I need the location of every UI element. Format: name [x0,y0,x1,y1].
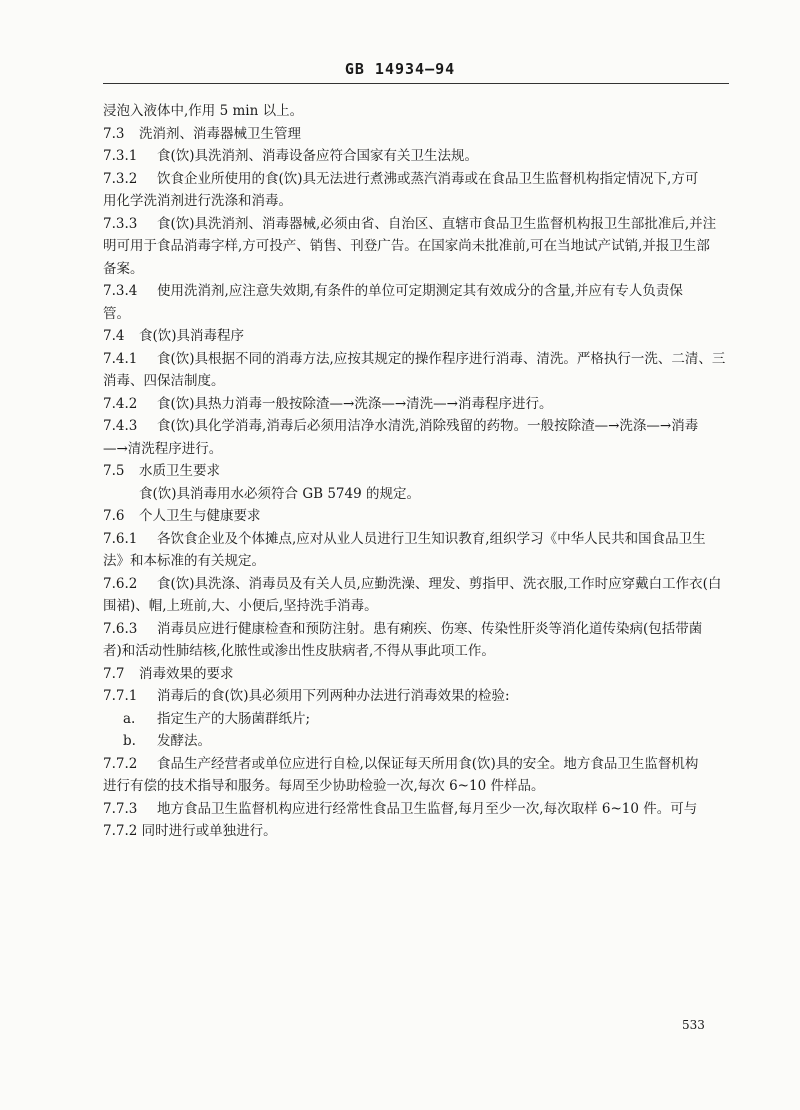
text-line [103,595,731,618]
clause-text: 洗消剂、消毒器械卫生管理 [139,125,301,142]
text-line [103,730,731,753]
clause-number: 7.3.2 [103,170,138,187]
clause-number: 7.7 [103,665,125,682]
clause-number: 7.3.4 [103,283,138,299]
clause-text: 发酵法。 [157,733,211,749]
text-line [103,145,731,168]
clause-text: 消毒、四保洁制度。 [103,373,225,389]
text-line [103,393,731,416]
text-line [103,438,731,461]
text-line [103,348,731,371]
list-letter: b. [123,733,136,749]
text-line [103,483,731,506]
clause-number: 7.4.1 [103,350,138,367]
clause-number: 7.3.1 [103,148,138,164]
clause-text: 食(饮)具根据不同的消毒方法,应按其规定的操作程序进行消毒、清洗。严格执行一洗、二清、三 [157,350,726,367]
clause-text: 食(饮)具洗涤、消毒员及有关人员,应勤洗澡、理发、剪指甲、洗衣服,工作时应穿戴白工作衣(白 [157,575,722,592]
header-rule [103,83,729,84]
text-line [103,505,731,528]
clause-number: 7.4.3 [103,418,138,434]
clause-text: 食(饮)具化学消毒,消毒后必须用洁净水清洗,消除残留的药物。一般按除渣—→洗涤—→消毒 [157,418,699,434]
clause-text: 饮食企业所使用的食(饮)具无法进行煮沸或蒸汽消毒或在食品卫生监督机构指定情况下,方可 [157,170,699,187]
text-line [103,685,731,708]
text-line [103,550,731,573]
clause-text: 法》和本标准的有关规定。 [103,553,265,569]
clause-text: 消毒员应进行健康检查和预防注射。患有痢疾、伤寒、传染性肝炎等消化道传染病(包括带菌 [157,620,703,637]
page-number: 533 [682,1018,705,1032]
text-line [103,573,731,596]
text-line [103,168,731,191]
clause-number: 7.4 [103,328,125,344]
text-line [103,460,731,483]
clause-text: 食(饮)具消毒用水必须符合 GB 5749 的规定。 [139,485,420,502]
text-line [103,325,731,348]
text-line [103,370,731,393]
text-line [103,415,731,438]
clause-text: 明可用于食品消毒字样,方可投产、销售、刊登广告。在国家尚未批准前,可在当地试产试销,并报卫生部 [103,238,710,254]
clause-text: 进行有偿的技术指导和服务。每周至少协助检验一次,每次 6~10 件样品。 [103,778,545,794]
clause-text: 食品生产经营者或单位应进行自检,以保证每天所用食(饮)具的安全。地方食品卫生监督机构 [157,755,699,772]
text-line [103,798,731,821]
clause-number: 7.7.3 [103,800,138,817]
text-line [103,100,731,123]
text-line [103,663,731,686]
clause-text: 7.7.2 同时进行或单独进行。 [103,823,277,839]
text-line [103,640,731,663]
text-line [103,280,731,303]
clause-number: 7.3.3 [103,215,138,232]
clause-text: 食(饮)具洗消剂、消毒设备应符合国家有关卫生法规。 [157,148,479,164]
text-line [103,123,731,146]
clause-text: 备案。 [103,260,144,277]
clause-text: 食(饮)具洗消剂、消毒器械,必须由省、自治区、直辖市食品卫生监督机构报卫生部批准后,并注 [157,215,717,232]
clause-number: 7.7.2 [103,755,138,772]
document-body [103,100,731,843]
clause-text: 管。 [103,305,130,322]
clause-text: 者)和活动性肺结核,化脓性或渗出性皮肤病者,不得从事此项工作。 [103,643,495,659]
clause-number: 7.6 [103,508,125,524]
clause-text: 个人卫生与健康要求 [139,508,261,524]
document-header: GB 14934—94 [344,60,456,78]
clause-number: 7.7.1 [103,688,138,704]
text-line [103,190,731,213]
text-line [103,820,731,843]
clause-text: 指定生产的大肠菌群纸片; [157,710,311,727]
clause-text: —→清洗程序进行。 [103,440,223,457]
clause-text: 各饮食企业及个体摊点,应对从业人员进行卫生知识教育,组织学习《中华人民共和国食品卫生 [157,530,706,547]
text-line [103,618,731,641]
clause-text: 地方食品卫生监督机构应进行经常性食品卫生监督,每月至少一次,每次取样 6~10 件。可与 [157,800,698,817]
clause-text: 使用洗消剂,应注意失效期,有条件的单位可定期测定其有效成分的含量,并应有专人负责保 [157,283,683,299]
text-line [103,753,731,776]
text-line [103,213,731,236]
clause-number: 7.5 [103,463,125,479]
text-line [103,258,731,281]
text-line [103,235,731,258]
text-line [103,708,731,731]
clause-number: 7.6.1 [103,530,138,547]
text-line [103,775,731,798]
text-line [103,528,731,551]
clause-text: 食(饮)具消毒程序 [139,328,245,344]
clause-number: 7.4.2 [103,395,138,412]
clause-text: 消毒效果的要求 [139,665,234,682]
clause-number: 7.6.3 [103,620,138,637]
clause-text: 围裙)、帽,上班前,大、小便后,坚持洗手消毒。 [103,598,378,614]
text-line [103,303,731,326]
clause-text: 浸泡入液体中,作用 5 min 以上。 [103,103,304,119]
clause-number: 7.3 [103,125,125,142]
clause-text: 食(饮)具热力消毒一般按除渣—→洗涤—→清洗—→消毒程序进行。 [157,395,553,412]
clause-text: 水质卫生要求 [139,463,220,479]
clause-text: 用化学洗消剂进行洗涤和消毒。 [103,193,292,209]
clause-text: 消毒后的食(饮)具必须用下列两种办法进行消毒效果的检验: [157,688,510,704]
list-letter: a. [123,710,136,727]
clause-number: 7.6.2 [103,575,138,592]
